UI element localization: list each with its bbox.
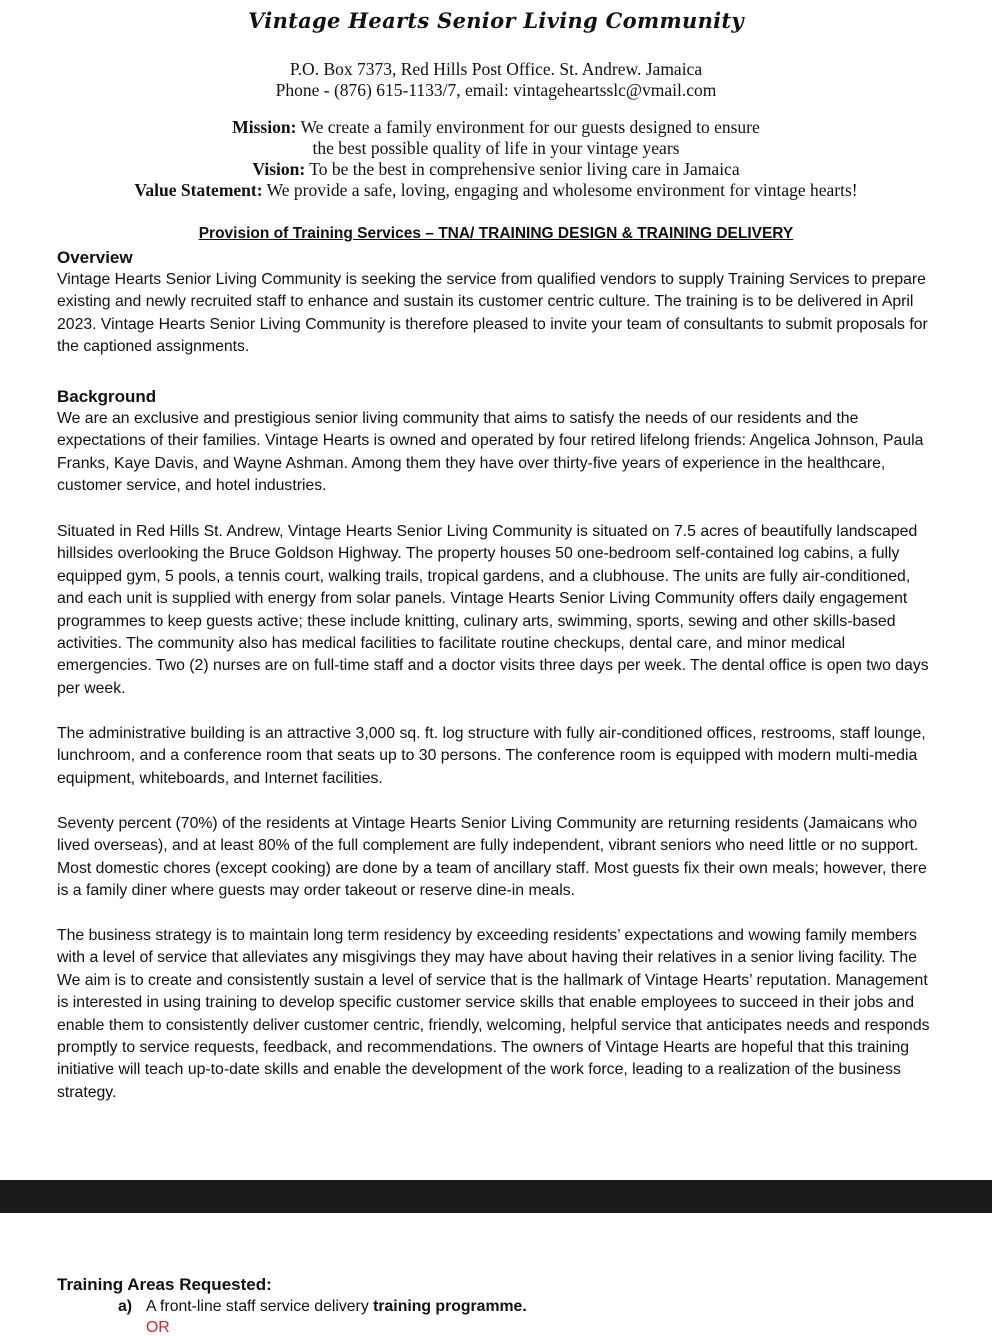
value-label: Value Statement: (134, 180, 263, 200)
postal-address: P.O. Box 7373, Red Hills Post Office. St. Andrew. Jamaica (289, 59, 703, 79)
background-paragraph-4: Seventy percent (70%) of the residents at Vintage Hearts Senior Living Community are returning residents (Jamaicans who lived overseas), and at least 80% of the full complement are fully independent, vibrant seniors who need little or no support. Most domestic chores (except cooking) are done by a team of ancillary staff. Most guests fix their own meals; however, there is a family diner where guests may order takeout or reserve dine-in meals. (57, 815, 927, 900)
value-text: We provide a safe, loving, engaging and wholesome environment for vintage hearts! (262, 180, 858, 200)
background-paragraph-5-block (57, 925, 937, 1104)
mission-text: We create a family environment for our guests designed to ensure (296, 117, 760, 137)
background-paragraph-3: The administrative building is an attractive 3,000 sq. ft. log structure with fully air-conditioned offices, restrooms, staff lounge, lunchroom, and a conference room that seats up to 30 persons. The conference room is equipped with modern multi-media equipment, whiteboards, and Internet facilities. (57, 725, 926, 787)
training-areas-heading: Training Areas Requested: (57, 1275, 272, 1294)
item-marker: a) (118, 1298, 133, 1315)
cut-off-text: OR (146, 1319, 170, 1336)
vision-label: Vision: (252, 159, 306, 179)
background-paragraph-1: We are an exclusive and prestigious senior living community that aims to satisfy the needs of our residents and the expectations of their families. Vintage Hearts is owned and operated by four retired lifelong friends: Angelica Johnson, Paula Franks, Kaye Davis, and Wayne Ashman. Among them they have over thirty-five years of experience in the healthcare, customer service, and hotel industries. (57, 410, 924, 495)
background-paragraph-2: Situated in Red Hills St. Andrew, Vintage Hearts Senior Living Community is situated on 7.5 acres of beautifully landscaped hillsides overlooking the Bruce Goldson Highway. The property houses 50 one-bedroom self-contained log cabins, a fully equipped gym, 5 pools, a tennis court, walking trails, tropical gardens, and a clubhouse. The units are fully air-conditioned, and each unit is supplied with energy from solar panels. Vintage Hearts Senior Living Community offers daily engagement programmes to keep guests active; these include knitting, culinary arts, swimming, sports, sewing and other skills-based activities. The community also has medical facilities to facilitate routine checkups, dental care, and minor medical emergencies. Two (2) nurses are on full-time staff and a doctor visits three days per week. The dental office is open two days per week. (57, 523, 929, 697)
overview-heading: Overview (57, 248, 133, 267)
background-paragraph-4-block (57, 813, 937, 903)
contact-block (0, 59, 992, 101)
page-break-bar (0, 1180, 992, 1213)
item-text-bold: training programme. (373, 1298, 527, 1315)
vision-line (0, 159, 992, 180)
statements-block (0, 117, 992, 201)
mission-line-1 (0, 117, 992, 138)
training-area-item-a (118, 1298, 527, 1316)
overview-paragraph: Vintage Hearts Senior Living Community is seeking the service from qualified vendors to supply Training Services to prepare existing and newly recruited staff to enhance and sustain its customer centric culture. The training is to be delivered in April 2023. Vintage Hearts Senior Living Community is therefore pleased to invite your team of consultants to submit proposals for the captioned assignments. (57, 271, 928, 356)
background-paragraph-5: The business strategy is to maintain long term residency by exceeding residents’ expectations and wowing family members with a level of service that alleviates any misgivings they may have about having their relatives in a senior living facility. The We aim is to create and consistently sustain a level of service that is the hallmark of Vintage Hearts’ reputation. Management is interested in using training to develop specific customer service skills that enable employees to succeed in their jobs and enable them to consistently deliver customer centric, friendly, welcoming, helpful service that anticipates needs and responds promptly to service requests, feedback, and recommendations. The owners of Vintage Hearts are hopeful that this training initiative will teach up-to-date skills and enable the development of the work force, leading to a realization of the business strategy. (57, 927, 930, 1101)
item-text: A front-line staff service delivery (146, 1298, 374, 1315)
mission-line-2: the best possible quality of life in your vintage years (312, 138, 680, 158)
background-heading: Background (57, 387, 157, 406)
phone-email: Phone - (876) 615-1133/7, email: vintageheartsslc@vmail.com (275, 80, 717, 100)
background-section (57, 386, 937, 498)
value-statement-line (0, 180, 992, 201)
vision-text: To be the best in comprehensive senior living care in Jamaica (305, 159, 740, 179)
section-title: Provision of Training Services – TNA/ TRAINING DESIGN & TRAINING DELIVERY (198, 225, 794, 242)
organization-title: Vintage Hearts Senior Living Community (248, 8, 744, 33)
document-page-2 (0, 1213, 992, 1336)
mission-label: Mission: (232, 117, 297, 137)
background-paragraph-2-block (57, 521, 937, 700)
background-paragraph-3-block (57, 723, 937, 790)
overview-section (57, 247, 937, 359)
